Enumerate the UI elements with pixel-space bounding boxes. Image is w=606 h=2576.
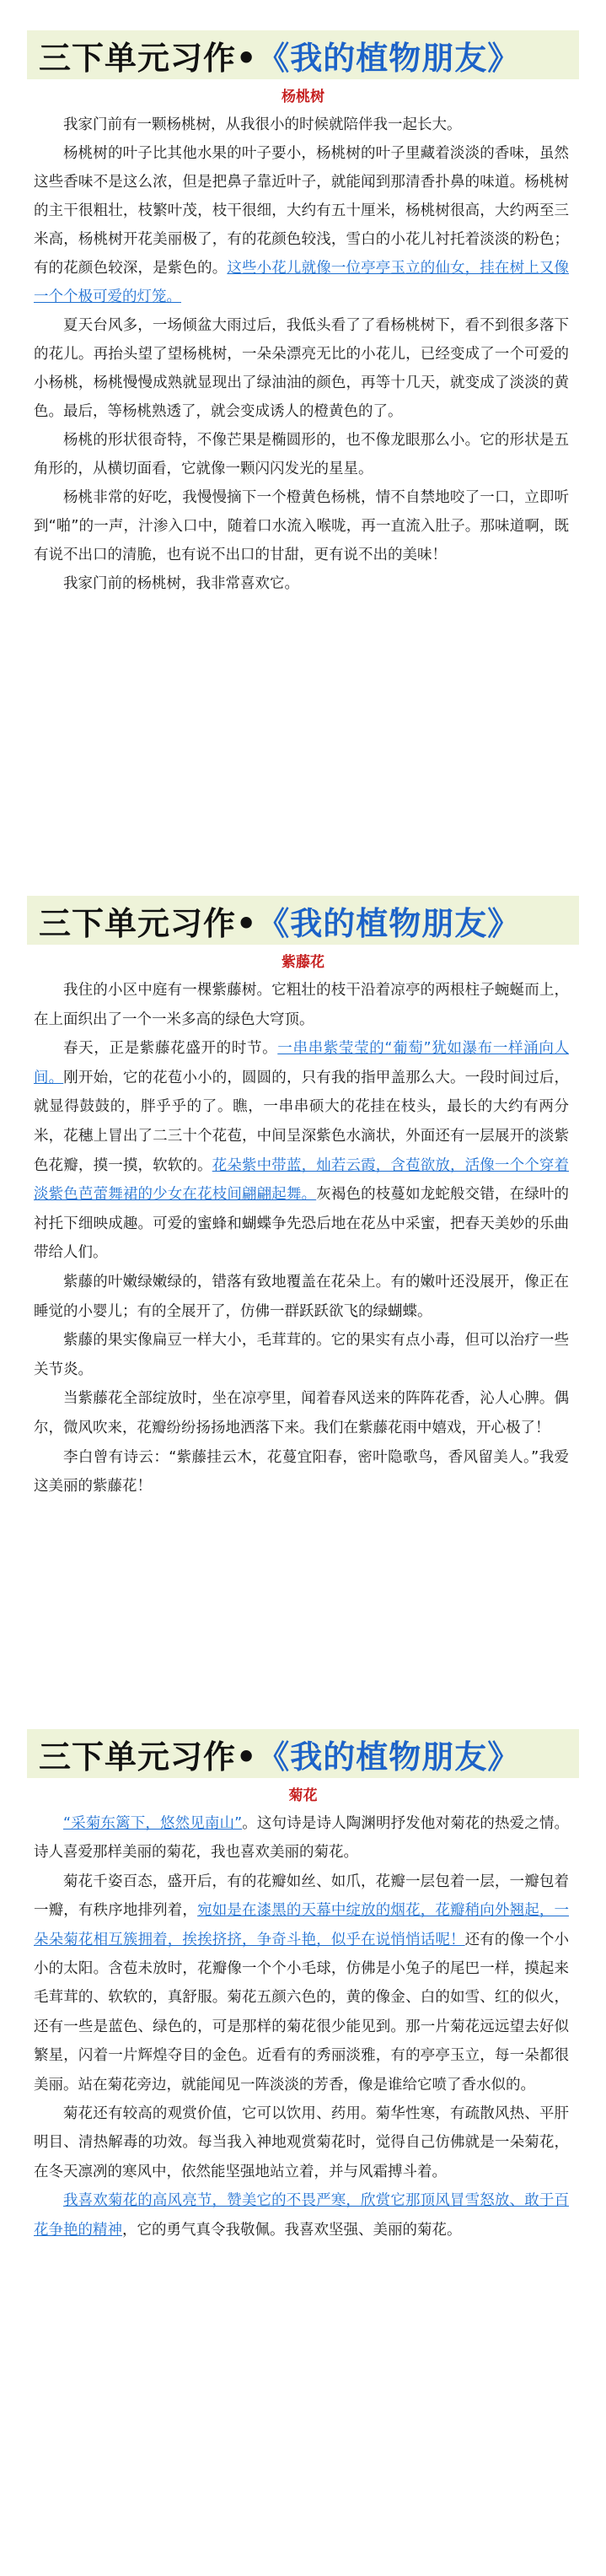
banner-prefix: 三下单元习作• <box>39 39 258 77</box>
paragraph-text: 菊花千姿百态，盛开后，有的花瓣如丝、如爪，花瓣一层包着一层，一瓣包着一瓣，有秩序地排列着， <box>34 1873 569 1920</box>
highlighted-sentence: 宛如是在漆黑的天幕中绽放的烟花，花瓣稍向外翘起，一朵朵菊花相互簇拥着，挨挨挤挤，争奇斗艳，似乎在说悄悄话呢！ <box>34 1902 570 1948</box>
paragraph-text: 紫藤的果实像扁豆一样大小，毛茸茸的。它的果实有点小毒，但可以治疗一些关节炎。 <box>34 1332 569 1378</box>
essay-subtitle: 菊花 <box>288 1787 318 1804</box>
paragraph-text: ，它的勇气真令我敬佩。我喜欢坚强、美丽的菊花。 <box>122 2221 462 2239</box>
essay-paragraph <box>34 1809 569 1867</box>
essay-paragraph <box>34 2099 569 2186</box>
highlighted-sentence: 这些小花儿就像一位亭亭玉立的仙女，挂在树上又像一个个极可爱的灯笼。 <box>34 260 570 305</box>
essay-paragraph <box>34 483 569 569</box>
paragraph-text: 紫藤的叶嫩绿嫩绿的，错落有致地覆盖在花朵上。有的嫩叶还没展开，像正在睡觉的小婴儿；有的全展开了，仿佛一群跃跃欲飞的绿蝴蝶。 <box>34 1273 569 1320</box>
essay-paragraph <box>34 1268 569 1326</box>
paragraph-text: 我住的小区中庭有一棵紫藤树。它粗壮的枝干沿着凉亭的两根柱子蜿蜒而上，在上面织出了一个一米多高的绿色大穹顶。 <box>34 982 569 1028</box>
essay-body <box>0 1809 606 2245</box>
paragraph-text: 杨桃非常的好吃，我慢慢摘下一个橙黄色杨桃，情不自禁地咬了一口，立即听到“啪”的一声，汁渗入口中，随着口水流入喉咙，再一直流入肚子。那味道啊，既有说不出口的清脆，也有说不出口的甘甜，更有说不出的美味！ <box>34 489 569 563</box>
essay-subtitle: 杨桃树 <box>282 89 324 105</box>
paragraph-text: 菊花还有较高的观赏价值，它可以饮用、药用。菊华性寒，有疏散风热、平肝明目、清热解毒的功效。每当我入神地观赏菊花时，觉得自己仿佛就是一朵菊花，在冬天凛冽的寒风中，依然能坚强地站立着，并与风霜搏斗着。 <box>34 2105 569 2180</box>
essay-paragraph <box>34 426 569 483</box>
paragraph-text: 春天，正是紫藤花盛开的时节。 <box>63 1040 278 1058</box>
section-banner <box>27 1729 579 1778</box>
paragraph-text: 夏天台风多，一场倾盆大雨过后，我低头看了了看杨桃树下，看不到很多落下的花儿。再抬头望了望杨桃树，一朵朵漂亮无比的小花儿，已经变成了一个可爱的小杨桃，杨桃慢慢成熟就显现出了绿油油的颜色，再等十几天，就变成了淡淡的黄色。最后，等杨桃熟透了，就会变成诱人的橙黄色的了。 <box>34 317 569 420</box>
essay-paragraph <box>34 1443 569 1501</box>
essay-paragraph <box>34 2186 569 2245</box>
essay-paragraph <box>34 110 569 139</box>
paragraph-text: 我家门前有一颗杨桃树，从我很小的时候就陪伴我一起长大。 <box>63 116 462 133</box>
paragraph-text: 当紫藤花全部绽放时，坐在凉亭里，闻着春风送来的阵阵花香，沁人心脾。偶尔，微风吹来，花瓣纷纷扬扬地洒落下来。我们在紫藤花雨中嬉戏，开心极了！ <box>34 1390 569 1436</box>
paragraph-text: 李白曾有诗云：“紫藤挂云木，花蔓宜阳春，密叶隐歌鸟，香风留美人。”我爱这美丽的紫藤花！ <box>34 1448 569 1495</box>
paragraph-text: 还有的像一个小小的太阳。含苞未放时，花瓣像一个个小毛球，仿佛是小兔子的尾巴一样，摸起来毛茸茸的、软软的，真舒服。菊花五颜六色的，黄的像金、白的如雪、红的似火，还有一些是蓝色、绿色的，可是那样的菊花很少能见到。那一片菊花远远望去好似繁星，闪着一片辉煌夺目的金色。近看有的秀丽淡雅，有的亭亭玉立，每一朵都很美丽。站在菊花旁边，就能闻见一阵淡淡的芳香，像是谁给它喷了香水似的。 <box>34 1931 569 2094</box>
essay-subtitle: 紫藤花 <box>282 954 324 971</box>
essay-section-yangtao <box>0 30 606 598</box>
essay-section-zitenghua <box>0 896 606 1501</box>
essay-paragraph <box>34 1326 569 1384</box>
essay-body <box>0 976 606 1501</box>
highlighted-sentence: “采菊东篱下，悠然见南山” <box>63 1815 243 1832</box>
essay-section-juhua <box>0 1729 606 2245</box>
essay-paragraph <box>34 1867 569 2099</box>
section-banner <box>27 896 579 945</box>
essay-paragraph <box>34 1384 569 1442</box>
highlighted-sentence: 一串串紫莹莹的“葡萄”犹如瀑布一样涌向人间。 <box>34 1040 569 1086</box>
paragraph-text: 灰褐色的枝蔓如龙蛇般交错，在绿叶的衬托下细映成趣。可爱的蜜蜂和蝴蝶争先恐后地在花丛中采蜜，把春天美妙的乐曲带给人们。 <box>34 1186 570 1262</box>
paragraph-text: 我家门前的杨桃树，我非常喜欢它。 <box>63 575 299 592</box>
banner-prefix: 三下单元习作• <box>39 904 258 942</box>
highlighted-sentence: 花朵紫中带蓝，灿若云霞，含苞欲放，活像一个个穿着淡紫色芭蕾舞裙的少女在花枝间翩翩起舞。 <box>34 1156 570 1204</box>
banner-title: 《我的植物朋友》 <box>257 39 521 77</box>
paragraph-text: 刚开始，它的花苞小小的，圆圆的，只有我的指甲盖那么大。一段时间过后，就显得鼓鼓的，胖乎乎的了。瞧，一串串硕大的花挂在枝头，最长的大约有两分米，花穗上冒出了二三十个花苞，中间呈深紫色水滴状，外面还有一层展开的淡紫色花瓣，摸一摸，软软的。 <box>34 1069 570 1174</box>
banner-title: 《我的植物朋友》 <box>257 904 521 942</box>
essay-paragraph <box>34 976 569 1034</box>
paragraph-text: 杨桃树的叶子比其他水果的叶子要小，杨桃树的叶子里藏着淡淡的香味，虽然这些香味不是这么浓，但是把鼻子靠近叶子，就能闻到那清香扑鼻的味道。杨桃树的主干很粗壮，枝繁叶茂，枝干很细，大约有五十厘米，杨桃树很高，大约两至三米高，杨桃树开花美丽极了，有的花颜色较浅，雪白的小花儿衬托着淡淡的粉色；有的花颜色较深，是紫色的。 <box>34 145 569 277</box>
paragraph-text: 杨桃的形状很奇特，不像芒果是椭圆形的，也不像龙眼那么小。它的形状是五角形的，从横切面看，它就像一颗闪闪发光的星星。 <box>34 432 569 477</box>
banner-prefix: 三下单元习作• <box>39 1738 258 1776</box>
essay-paragraph <box>34 311 569 426</box>
essay-paragraph <box>34 1034 569 1268</box>
essay-paragraph <box>34 139 569 311</box>
essay-paragraph <box>34 569 569 598</box>
paragraph-text: 。这句诗是诗人陶渊明抒发他对菊花的热爱之情。诗人喜爱那样美丽的菊花，我也喜欢美丽的菊花。 <box>34 1815 569 1862</box>
banner-title: 《我的植物朋友》 <box>257 1738 521 1776</box>
essay-body <box>0 110 606 598</box>
highlighted-sentence: 我喜欢菊花的高风亮节，赞美它的不畏严寒，欣赏它那顶风冒雪怒放、敢于百花争艳的精神 <box>34 2192 569 2239</box>
section-banner <box>27 30 579 79</box>
